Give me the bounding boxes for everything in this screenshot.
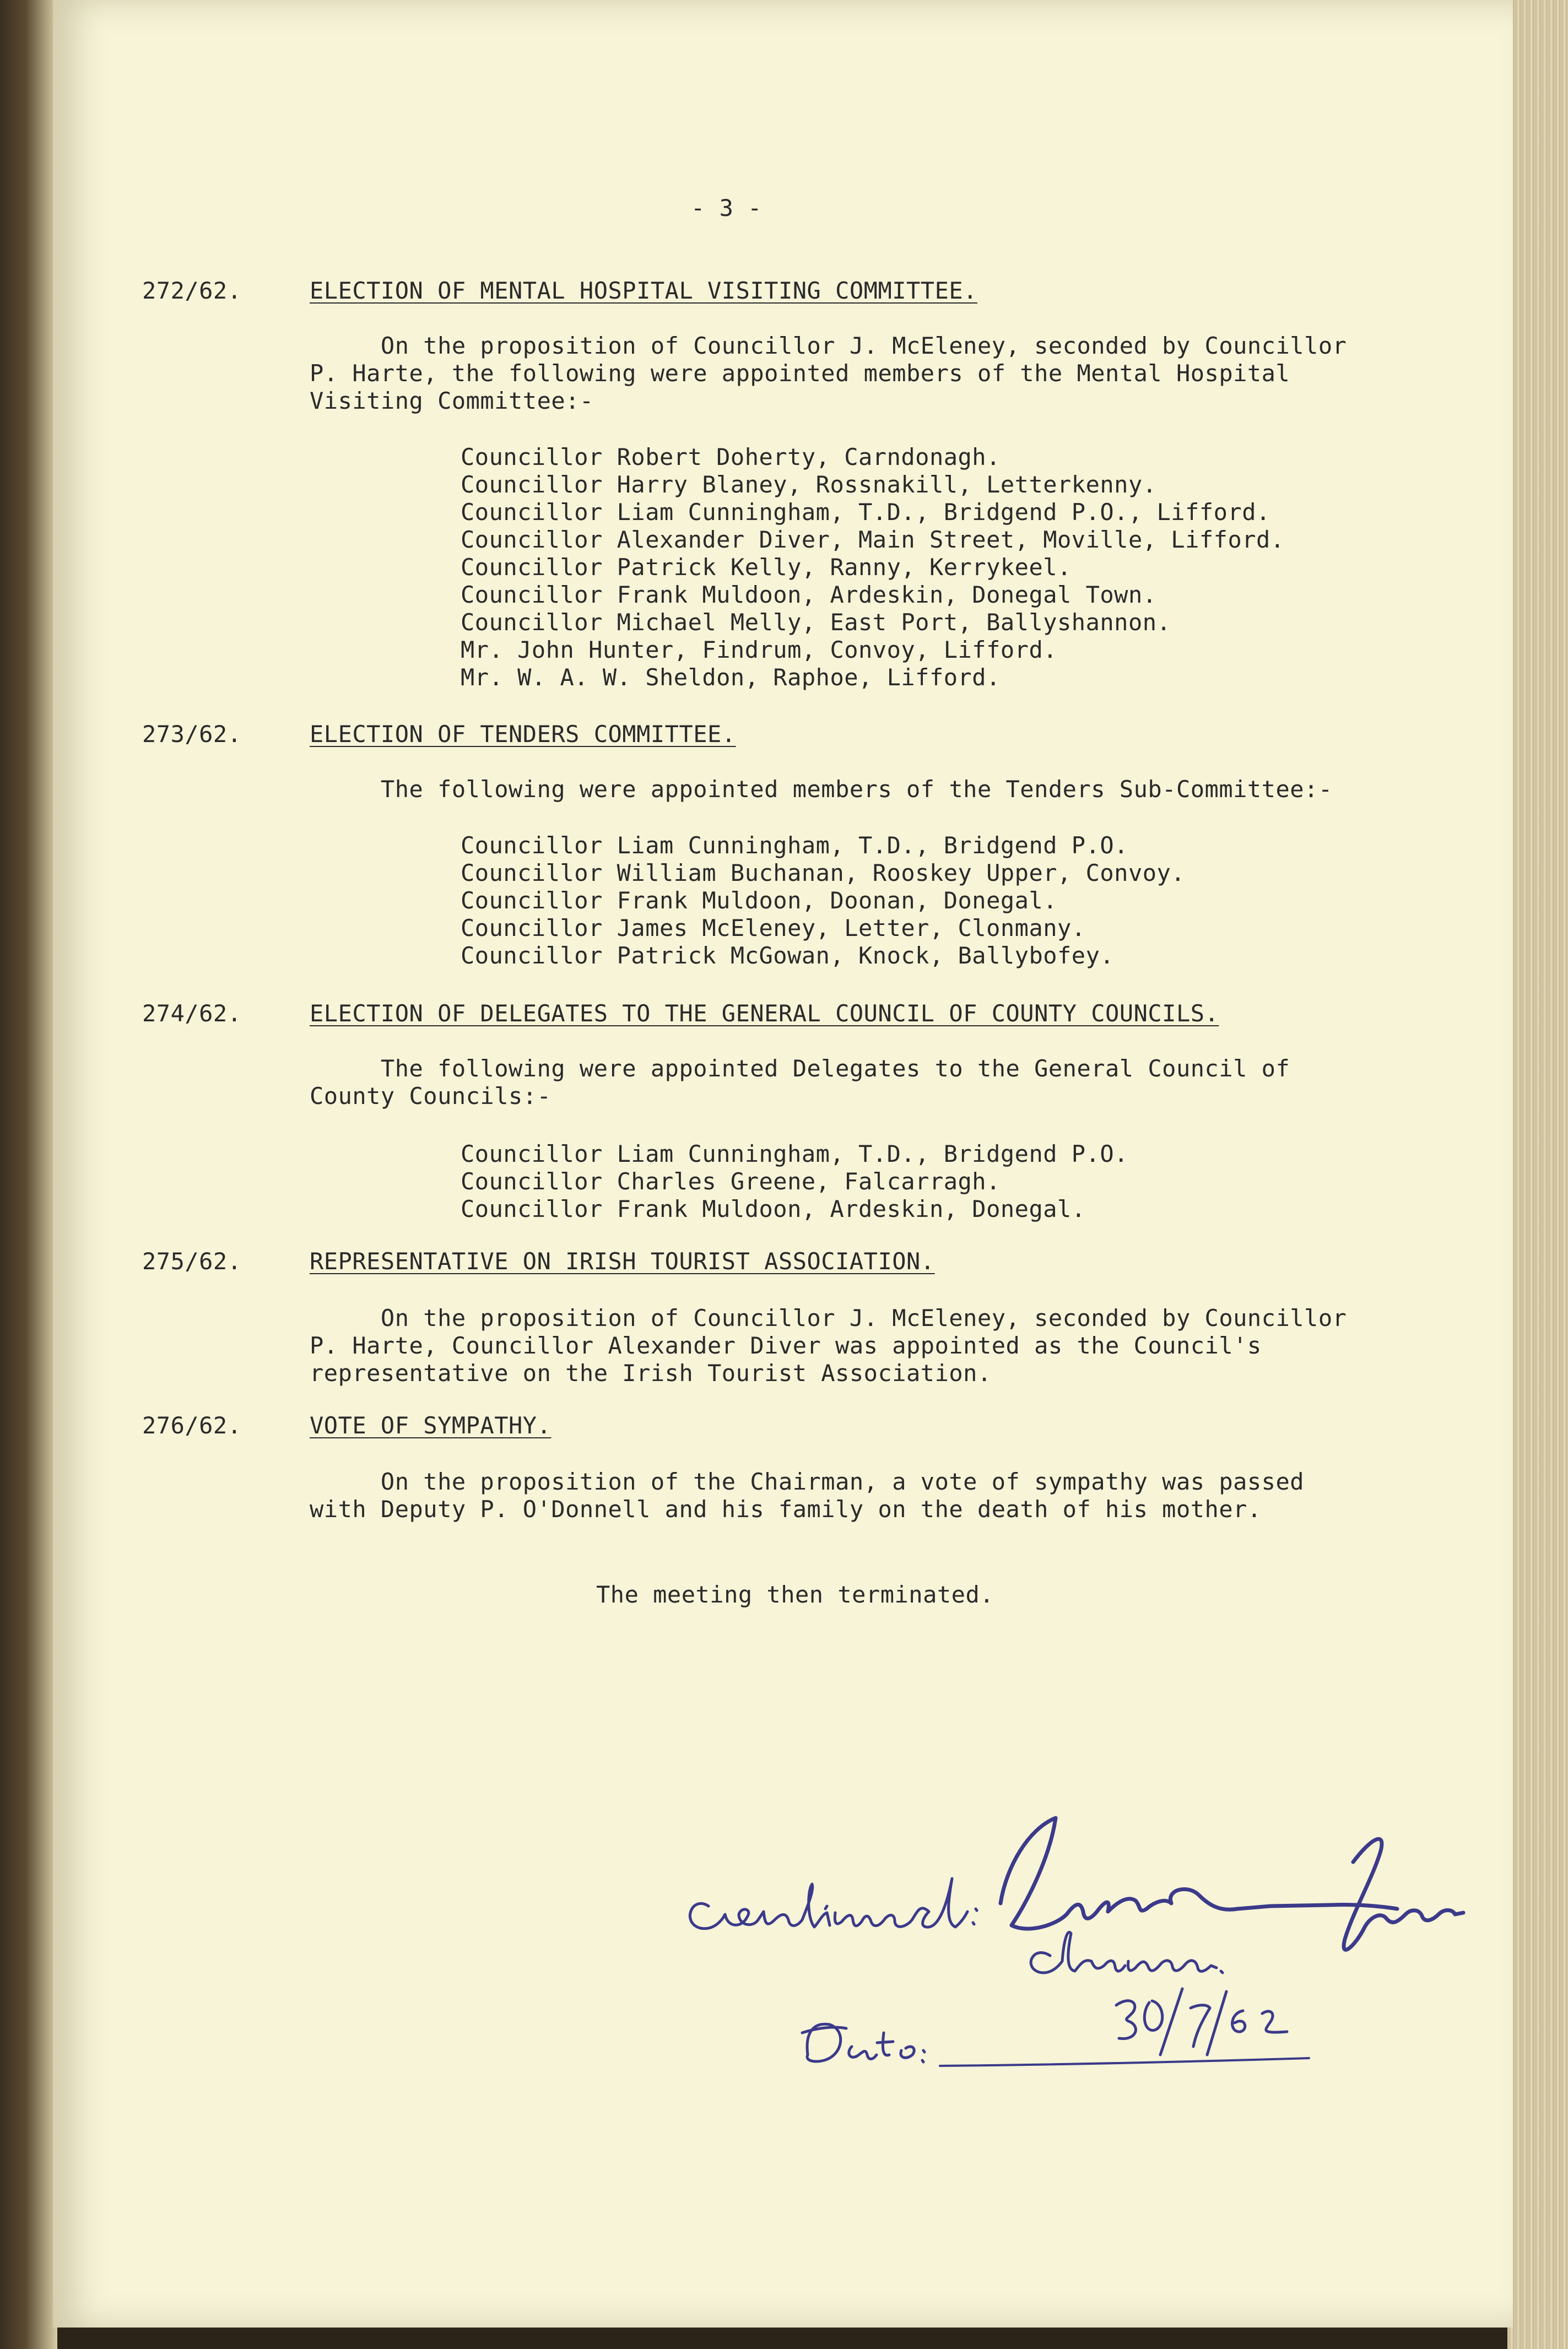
minute-heading: VOTE OF SYMPATHY. (310, 1412, 551, 1439)
minute-heading: ELECTION OF MENTAL HOSPITAL VISITING COMMITTEE. (310, 277, 977, 304)
handwritten-signature (670, 1796, 1469, 2104)
paragraph-line: County Councils:- (310, 1083, 551, 1109)
list-item: Councillor Liam Cunningham, T.D., Bridgend P.O. (461, 832, 1128, 859)
minute-heading: ELECTION OF DELEGATES TO THE GENERAL COUNCIL OF COUNTY COUNCILS. (310, 1000, 1219, 1027)
minute-number: 275/62. (142, 1248, 242, 1275)
list-item: Councillor Patrick Kelly, Ranny, Kerrykeel. (461, 554, 1072, 581)
list-item: Mr. W. A. W. Sheldon, Raphoe, Lifford. (461, 664, 1001, 691)
minute-number: 274/62. (142, 1000, 242, 1027)
list-item: Councillor Patrick McGowan, Knock, Ballybofey. (461, 942, 1115, 969)
paragraph-line: The following were appointed members of the Tenders Sub-Committee:- (310, 776, 1333, 803)
paragraph-line: On the proposition of Councillor J. McEleney, seconded by Councillor (310, 1305, 1347, 1332)
list-item: Mr. John Hunter, Findrum, Convoy, Lifford. (461, 636, 1058, 663)
paragraph-line: with Deputy P. O'Donnell and his family on the death of his mother. (310, 1496, 1262, 1523)
list-item: Councillor William Buchanan, Rooskey Upper, Convoy. (461, 859, 1186, 886)
list-item: Councillor Harry Blaney, Rossnakill, Letterkenny. (461, 471, 1157, 498)
list-item: Councillor Michael Melly, East Port, Ballyshannon. (461, 609, 1171, 636)
paragraph-line: The following were appointed Delegates to the General Council of (310, 1055, 1290, 1082)
minute-number: 276/62. (142, 1412, 242, 1439)
minute-number: 273/62. (142, 721, 242, 748)
page-number: - 3 - (691, 194, 762, 221)
paragraph-line: Visiting Committee:- (310, 387, 594, 414)
closing-line: The meeting then terminated. (596, 1581, 994, 1608)
paragraph-line: representative on the Irish Tourist Association. (310, 1360, 992, 1387)
list-item: Councillor Frank Muldoon, Ardeskin, Donegal. (461, 1195, 1086, 1222)
binding-edge (0, 0, 57, 2349)
paragraph-line: P. Harte, Councillor Alexander Diver was appointed as the Council's (310, 1332, 1262, 1359)
list-item: Councillor Charles Greene, Falcarragh. (461, 1168, 1001, 1195)
list-item: Councillor Robert Doherty, Carndonagh. (461, 443, 1001, 470)
minute-number: 272/62. (142, 277, 242, 304)
paragraph-line: On the proposition of the Chairman, a vote of sympathy was passed (310, 1468, 1305, 1495)
list-item: Councillor Frank Muldoon, Ardeskin, Donegal Town. (461, 581, 1157, 608)
list-item: Councillor Liam Cunningham, T.D., Bridgend P.O. (461, 1140, 1128, 1167)
list-item: Councillor Frank Muldoon, Doonan, Donegal. (461, 887, 1058, 914)
list-item: Councillor Liam Cunningham, T.D., Bridgend P.O., Lifford. (461, 499, 1270, 526)
minute-heading: ELECTION OF TENDERS COMMITTEE. (310, 721, 736, 748)
list-item: Councillor James McEleney, Letter, Clonmany. (461, 914, 1086, 941)
list-item: Councillor Alexander Diver, Main Street, Moville, Lifford. (461, 526, 1285, 553)
document-page (53, 0, 1513, 2328)
paragraph-line: P. Harte, the following were appointed members of the Mental Hospital (310, 360, 1290, 387)
paragraph-line: On the proposition of Councillor J. McEleney, seconded by Councillor (310, 332, 1347, 359)
minute-heading: REPRESENTATIVE ON IRISH TOURIST ASSOCIATION. (310, 1248, 935, 1275)
page-stack-edge (1507, 0, 1568, 2349)
